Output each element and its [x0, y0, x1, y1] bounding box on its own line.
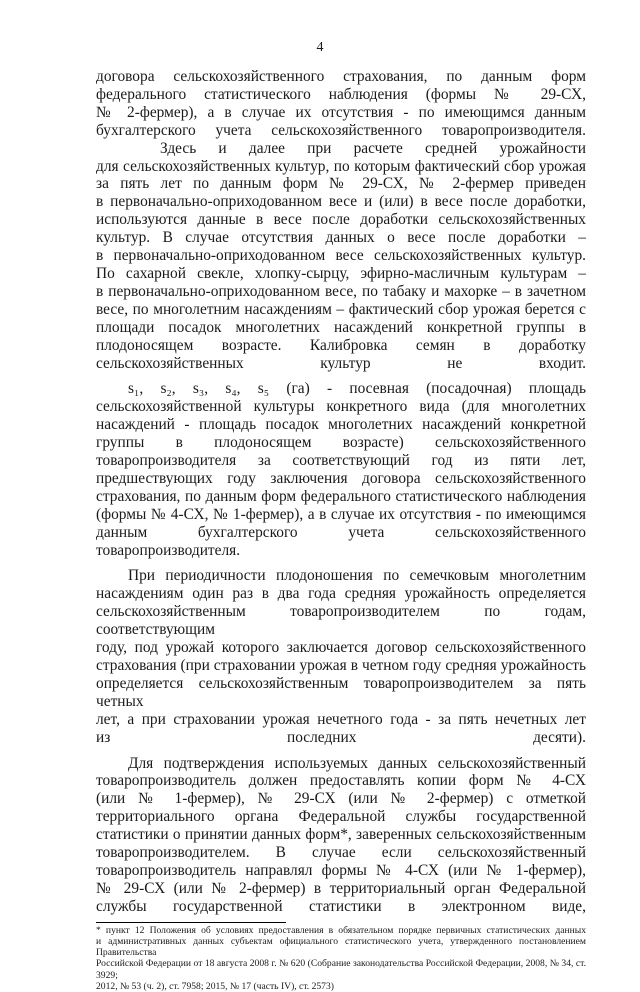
- text-line: весе, по многолетним насаждениям – фактический сбор урожая берется с: [96, 300, 586, 318]
- text-line: (формы № 4-СХ, № 1-фермер), а в случае их отсутствия - по имеющимся: [96, 505, 586, 523]
- text-line: площади посадок многолетних насаждений конкретной группы в: [96, 318, 586, 336]
- text-line: насаждениям один раз в два года средняя урожайность определяется: [96, 585, 586, 603]
- footnote: [96, 925, 586, 992]
- text-line: культур. В случае отсутствия данных о весе после доработки –: [96, 229, 586, 247]
- page-number: 4: [316, 40, 324, 55]
- text-line: договора сельскохозяйственного страхования, по данным форм: [96, 68, 586, 85]
- paragraph-3: [96, 380, 586, 559]
- text-line: страхования (при страховании урожая в четном году средняя урожайность: [96, 657, 586, 674]
- text-line: федерального статистического наблюдения (формы № 29-СХ,: [96, 85, 586, 103]
- text-line: Здесь и далее при расчете средней урожайности: [160, 139, 586, 157]
- footnote-line: 2012, № 53 (ч. 2), ст. 7958; 2015, № 17 (часть IV), ст. 2573): [96, 980, 334, 992]
- text-line: товаропроизводитель направлял формы № 4-СХ (или № 1-фермер),: [96, 861, 586, 879]
- paragraph-4: [96, 567, 586, 746]
- text-line: лет, а при страховании урожая нечетного года - за пять нечетных лет: [96, 710, 586, 728]
- footnote-line: Российской Федерации от 18 августа 2008 г. № 620 (Собрание законодательства Российской Федерации, 2008, № 34, ст. 3929;: [96, 958, 586, 981]
- text-line: в первоначально-оприходованном весе и (или) в весе после доработки,: [96, 193, 586, 211]
- text-line: s₁, s₂, s₃, s₄, s₅ (га) - посевная (посадочная) площадь: [128, 380, 586, 398]
- text-line: для сельскохозяйственных культур, по которым фактический сбор урожая: [96, 157, 586, 175]
- text-line: в первоначально-оприходованном весе, по табаку и махорке – в зачетном: [96, 282, 586, 300]
- text-line: страхования, по данным форм федерального статистического наблюдения: [96, 487, 586, 505]
- text-line: № 2-фермер), а в случае их отсутствия - по имеющимся данным: [96, 103, 586, 121]
- text-line: статистики о принятии данных форм*, заверенных сельскохозяйственным: [96, 826, 586, 844]
- text-line: группы в плодоносящем возрасте) сельскохозяйственного: [96, 434, 586, 452]
- text-line: № 29-СХ (или № 2-фермер) в территориальный орган Федеральной: [96, 879, 586, 897]
- text-line: из последних десяти).: [96, 728, 586, 746]
- paragraph-2: [96, 140, 586, 373]
- text-line: сельскохозяйственных культур не входит.: [96, 354, 586, 372]
- text-line: бухгалтерского учета сельскохозяйственного товаропроизводителя.: [96, 121, 586, 139]
- text-line: При периодичности плодоношения по семечковым многолетним: [128, 567, 586, 585]
- text-line: По сахарной свекле, хлопку-сырцу, эфирно-масличным культурам –: [96, 264, 586, 282]
- text-line: насаждений - площадь посадок многолетних насаждений конкретной: [96, 416, 586, 434]
- paragraph-1: [96, 68, 586, 140]
- text-line: товаропроизводителем. В случае если сельскохозяйственный: [96, 844, 586, 862]
- text-line: сельскохозяйственной культуры конкретного вида (для многолетних: [96, 398, 586, 416]
- text-line: данным бухгалтерского учета сельскохозяйственного: [96, 523, 586, 541]
- paragraph-5: [96, 755, 586, 916]
- text-line: товаропроизводитель должен предоставлять копии форм № 4-СХ: [96, 772, 586, 790]
- text-line: сельскохозяйственным товаропроизводителем по годам, соответствующим: [96, 603, 586, 639]
- text-line: товаропроизводителя.: [96, 541, 241, 559]
- text-line: Для подтверждения используемых данных сельскохозяйственный: [128, 754, 586, 772]
- document-body: [96, 68, 586, 992]
- footnote-divider: [96, 922, 286, 923]
- text-line: территориального органа Федеральной службы государственной: [96, 808, 586, 826]
- text-line: предшествующих году заключения договора сельскохозяйственного: [96, 469, 586, 487]
- text-line: службы государственной статистики в электронном виде,: [96, 897, 586, 915]
- text-line: используются данные в весе после доработки сельскохозяйственных: [96, 211, 586, 229]
- text-line: товаропроизводителя за соответствующий год из пяти лет,: [96, 452, 586, 470]
- text-line: в первоначально-оприходованном весе сельскохозяйственных культур.: [96, 247, 586, 265]
- footnote-line: и административных данных субъектам официального статистического учета, утвержденного постановлением Правительства: [96, 935, 586, 959]
- footnote-line: * пункт 12 Положения об условиях предоставления в обязательном порядке первичных статистических данных: [96, 924, 586, 936]
- text-line: году, под урожай которого заключается договор сельскохозяйственного: [96, 639, 586, 657]
- text-line: за пять лет по данным форм № 29-СХ, № 2-фермер приведен: [96, 175, 586, 193]
- text-line: определяется сельскохозяйственным товаропроизводителем за пять четных: [96, 674, 586, 710]
- text-line: (или № 1-фермер), № 29-СХ (или № 2-фермер) с отметкой: [96, 790, 586, 808]
- text-line: плодоносящем возрасте. Калибровка семян в доработку: [96, 336, 586, 354]
